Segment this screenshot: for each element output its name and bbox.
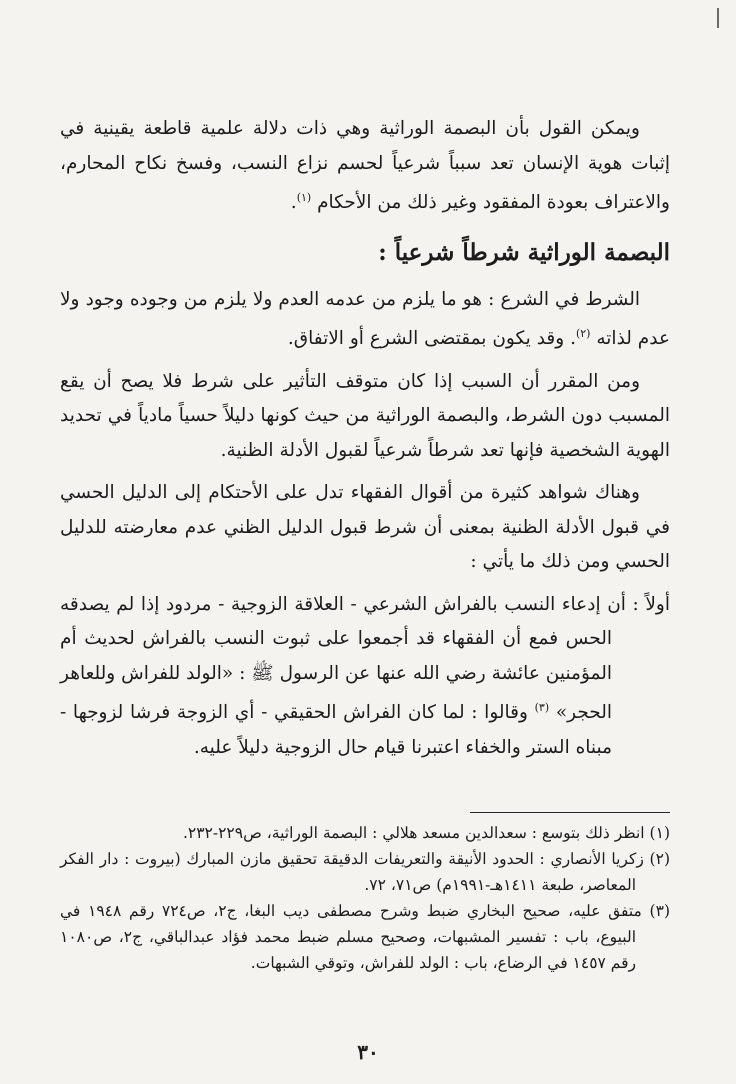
footnote-ref-3: (٣) [534, 701, 550, 715]
list-item-text-b: وقالوا : لما كان الفراش الحقيقي - أي الزوجة فرشا لزوجها - مبناه الستر والخفاء اعتبرنا قيام حال الزوجية دليلاً عليه. [60, 702, 612, 758]
page-number: ٣٠ [357, 1040, 379, 1064]
footnotes [60, 820, 670, 976]
margin-mark [717, 8, 719, 28]
footnote-3 [60, 898, 670, 976]
paragraph-1-text: ويمكن القول بأن البصمة الوراثية وهي ذات دلالة علمية قاطعة يقينية في إثبات هوية الإنسان تعد سبباً شرعياً لحسم نزاع النسب، وفسخ نكاح المحارم، والاعتراف بعودة المفقود وغير ذلك من الأحكام [60, 118, 670, 214]
footnote-divider [470, 812, 670, 813]
paragraph-4: وهناك شواهد كثيرة من أقوال الفقهاء تدل على الأحتكام إلى الدليل الحسي في قبول الأدلة الظنية بمعنى أن شرط قبول الدليل الظني عدم معارضته للدليل الحسي ومن ذلك ما يأتي : [60, 482, 670, 573]
footnote-2 [60, 846, 670, 898]
footnote-ref-1: (١) [296, 191, 312, 204]
footnote-text: انظر ذلك بتوسع : سعدالدين مسعد هلالي : البصمة الوراثية، ص٢٢٩-٢٣٢. [182, 824, 645, 842]
footnote-text: متفق عليه، صحيح البخاري ضبط وشرح مصطفى ديب البغا، ج٢، ص٧٢٤ رقم ١٩٤٨ في البيوع، باب : تفسير المشبهات، وصحيح مسلم ضبط محمد فؤاد عبدالباقي، ج٢، ص١٠٨٠ رقم ١٤٥٧ في الرضاع، باب : الولد للفراش، وتوقي الشبهات. [60, 902, 642, 972]
paragraph-2-text: الشرط في الشرع : هو ما يلزم من عدمه العدم ولا يلزم من وجوده وجود ولا عدم لذاته [60, 288, 670, 350]
footnote-number: (٣) [649, 902, 670, 920]
paragraph-2-end: . وقد يكون بمقتضى الشرع أو الاتفاق. [287, 328, 576, 350]
paragraph-2 [60, 283, 670, 357]
list-item-first [60, 588, 670, 766]
main-text [60, 112, 670, 765]
list-item-text-a: أن إدعاء النسب بالفراش الشرعي - العلاقة الزوجية - مردود إذا لم يصدقه الحس فمع أن الفقهاء قد أجمعوا على ثبوت النسب بالفراش لحديث أم المؤمنين عائشة رضي الله عنها عن الرسول ﷺ : «الولد للفراش وللعاهر الحجر» [60, 593, 626, 724]
footnote-ref-2: (٢) [575, 327, 591, 341]
footnote-1 [60, 820, 670, 846]
footnote-text: زكريا الأنصاري : الحدود الأنيقة والتعريفات الدقيقة تحقيق مازن المبارك (بيروت : دار الفكر المعاصر، طبعة ١٤١١هـ-١٩٩١م) ص٧١، ٧٢. [60, 850, 644, 894]
section-heading: البصمة الوراثية شرطاً شرعياً : [378, 238, 670, 266]
footnote-number: (١) [649, 824, 670, 842]
footnote-number: (٢) [649, 850, 670, 868]
list-item-label: أولاً : [632, 593, 670, 615]
paragraph-1 [60, 112, 670, 221]
paragraph-3: ومن المقرر أن السبب إذا كان متوقف التأثير على شرط فلا يصح أن يقع المسبب دون الشرط، والبصمة الوراثية من حيث كونها دليلاً حسياً مادياً في تحديد الهوية الشخصية فإنها تعد شرطاً شرعياً لقبول الأدلة الظنية. [60, 370, 670, 461]
paragraph-1-end: . [290, 192, 297, 214]
